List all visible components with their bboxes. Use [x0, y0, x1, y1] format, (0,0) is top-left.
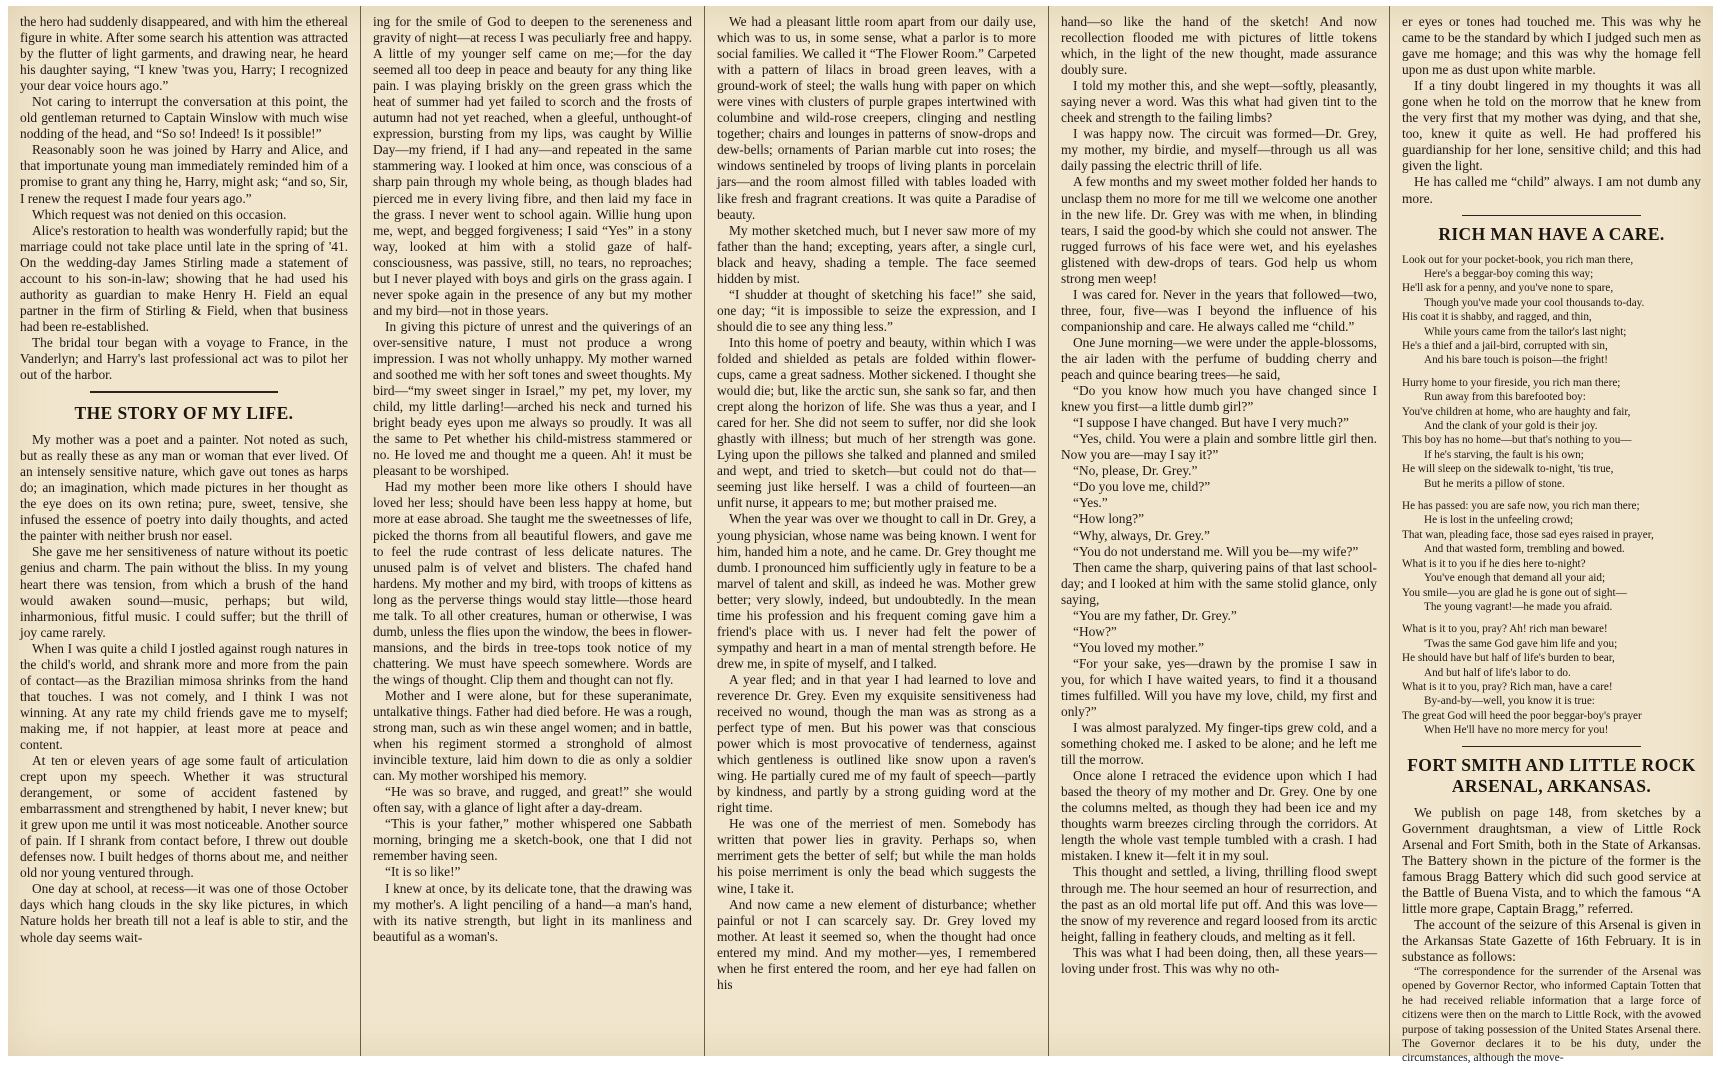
section-divider	[1462, 746, 1641, 747]
paragraph: He has called me “child” always. I am not dumb any more.	[1402, 174, 1701, 206]
poem-line: If he's starving, the fault is his own;	[1424, 448, 1584, 461]
paragraph: “He was so brave, and rugged, and great!” she would often say, with a glance of light after a day-dream.	[373, 784, 692, 816]
poem-line: He has passed: you are safe now, you rich man there;	[1402, 500, 1640, 513]
poem-line: You've children at home, who are haughty and fair,	[1402, 405, 1631, 418]
paragraph: In giving this picture of unrest and the quiverings of an over-sensitive nature, I must not produce a wrong impression. I was not wholly unhappy. My mother warned and soothed me with her soft tones and sweet thoughts. My bird—“my sweet singer in Israel,” my pet, my lover, my child, my little darling!—arched his neck and turned his bright beady eyes upon me always so proudly. It was all the same to Pet whether his child-mistress stammered or no. He loved me and thought me a queen. Ah! it must be pleasant to be worshiped.	[373, 318, 692, 479]
poem-stanza	[1402, 253, 1701, 368]
poem-line: He'll ask for a penny, and you've none to spare,	[1402, 282, 1614, 295]
paragraph: A year fled; and in that year I had learned to love and reverence Dr. Grey. Even my exquisite sensitiveness had received no wound, though the man was as strong as a perfect type of men. But his power was that conscious power which is most provocative of tenderness, against which gentleness is outlined like snow upon a raven's wing. He partially cured me of my fault of speech—partly by kindness, and partly by a strong guiding word at the right time.	[717, 671, 1036, 816]
paragraph: hand—so like the hand of the sketch! And now recollection flooded me with pictures of little tokens which, in the light of the new thought, made assurance doubly sure.	[1061, 14, 1377, 78]
paragraph: Not caring to interrupt the conversation at this point, the old gentleman returned to Captain Winslow with much wise nodding of the head, and “So so! Indeed! Is it possible!”	[20, 94, 348, 142]
paragraph: I knew at once, by its delicate tone, that the drawing was my mother's. A light penciling of a hand—a man's hand, with its native strength, but light in its manliness and beautiful as a woman's.	[373, 880, 692, 944]
paragraph: I told my mother this, and she wept—softly, pleasantly, saying never a word. Was this what had given tint to the cheek and strength to the failing limbs?	[1061, 78, 1377, 126]
paragraph: This was what I had been doing, then, all these years—loving under frost. This was why no oth-	[1061, 944, 1377, 976]
poem-line: He will sleep on the sidewalk to-night, 'tis true,	[1402, 463, 1614, 476]
poem-title: RICH MAN HAVE A CARE.	[1438, 223, 1665, 244]
paragraph: One June morning—we were under the apple-blossoms, the air laden with the perfume of budding cherry and peach and quince bearing trees—he said,	[1061, 334, 1377, 383]
paragraph: He was one of the merriest of men. Somebody has written that power lies in gravity. Perhaps so, when merriment gets the better of self; but while the man holds his poise merriment is only the bead which suggests the wine, I take it.	[717, 816, 1036, 896]
poem-line: His coat it is shabby, and ragged, and thin,	[1402, 311, 1592, 324]
poem-line: 'Twas the same God gave him life and you;	[1424, 637, 1618, 650]
paragraph: “I shudder at thought of sketching his face!” she said, one day; “it is impossible to seize the expression, and I should die to see any thing less.”	[717, 286, 1036, 334]
paragraph: “Do you know how much you have changed since I knew you first—a little dumb girl?”	[1061, 383, 1377, 415]
poem-line: What is it to you, pray? Ah! rich man beware!	[1402, 623, 1608, 636]
poem-line: While yours came from the tailor's last night;	[1424, 325, 1627, 338]
paragraph: “Why, always, Dr. Grey.”	[1073, 527, 1210, 543]
column-5	[1389, 6, 1713, 1065]
paragraph: “Yes.”	[1073, 495, 1108, 511]
paragraph: “No, please, Dr. Grey.”	[1073, 463, 1198, 479]
paragraph: “You do not understand me. Will you be—my wife?”	[1073, 543, 1359, 559]
poem-line: And the clank of your gold is their joy.	[1424, 420, 1598, 433]
paragraph: Into this home of poetry and beauty, within which I was folded and shielded as petals are folded within flower-cups, came a great sadness. Mother sickened. I thought she would die; but, like the arctic sun, she sank so far, and then crept along the horizon of life. She was thus a year, and I cared for her. She did not seem to suffer, nor did she look ghastly with illness; but much of her strength was gone. Lying upon the pillows she talked and planned and smiled and wept, and tried to sketch—but could not do that—seeming just like herself. I was a child of fourteen—an unfit nurse, it appears to me; but mother praised me.	[717, 334, 1036, 511]
paragraph: “For your sake, yes—drawn by the promise I saw in you, for which I have waited years, to find it a thousand times fulfilled. Will you have my love, child, my first and only?”	[1061, 655, 1377, 720]
paragraph: “This is your father,” mother whispered one Sabbath morning, bringing me a sketch-book, one that I did not remember having seen.	[373, 816, 692, 864]
paragraph: “You loved my mother.”	[1073, 639, 1205, 655]
poem-line: He should have but half of life's burden to bear,	[1402, 652, 1615, 665]
poem-line: That wan, pleading face, those sad eyes raised in prayer,	[1402, 528, 1654, 541]
paragraph: Then came the sharp, quivering pains of that last school-day; and I looked at him with the same stolid glance, only saying,	[1061, 559, 1377, 607]
paragraph: The account of the seizure of this Arsenal is given in the Arkansas State Gazette of 16th February. It is in substance as follows:	[1402, 916, 1701, 964]
column-1	[8, 6, 360, 1056]
paragraph: When I was quite a child I jostled against rough natures in the child's world, and shrank more and more from the pain of contact—as the Brazilian mimosa shrinks from the hand that touches. I was not comely, and I think I was not winning. At any rate my child friends gave me to myself; making me, if not happier, at least more at peace and content.	[20, 640, 348, 752]
paragraph: “Do you love me, child?”	[1073, 479, 1211, 495]
paragraph: My mother sketched much, but I never saw more of my father than the hand; excepting, years after, a single curl, black and heavy, shading a temple. The face seemed hidden by mist.	[717, 222, 1036, 286]
newspaper-page	[8, 6, 1713, 1065]
poem-line: When He'll have no more mercy for you!	[1424, 724, 1609, 737]
paragraph: We publish on page 148, from sketches by a Government draughtsman, a view of Little Rock Arsenal and Fort Smith, both in the State of Arkansas. The Battery shown in the picture of the former is the famous Bragg Battery which did such good service at the Battle of Buena Vista, and to which the famous “A little more grape, Captain Bragg,” referred.	[1402, 804, 1701, 916]
poem-line: This boy has no home—but that's nothing to you—	[1402, 434, 1632, 447]
paragraph: I was cared for. Never in the years that followed—two, three, four, five—was I beyond the influence of his companionship and care. He always called me “child.”	[1061, 286, 1377, 334]
paragraph: My mother was a poet and a painter. Not noted as such, but as really these as any man or woman that ever lived. Of an intensely sensitive nature, which gave out tones as harps do; an imagination, which made pictures in her thought as the eye does on its own retina; pure, sweet, tensive, she infused the essence of poetry into daily thoughts, and acted the painter with neither brush nor easel.	[20, 432, 348, 544]
poem-line: And that wasted form, trembling and bowed.	[1424, 543, 1625, 556]
section-heading: THE STORY OF MY LIFE.	[74, 403, 294, 424]
poem-line: But he merits a pillow of stone.	[1424, 477, 1565, 490]
paragraph: the hero had suddenly disappeared, and with him the ethereal figure in white. After some search his attention was attracted by the flutter of light garments, and drawing near, he heard his daughter saying, “I knew 'twas you, Harry; I recognized your dear voice hours ago.”	[20, 14, 348, 94]
paragraph: We had a pleasant little room apart from our daily use, which was to us, in some sense, what a parlor is to more social families. We called it “The Flower Room.” Carpeted with a pattern of lilacs in broad green leaves, with a ground-work of steel; the walls hung with paper on which were vines with clusters of purple grapes intertwined with columbine and wild-rose creepers, clinging and nestling together; chairs and lounges in patterns of snow-drops and dew-bells; ornaments of Parian marble cut into roses; the windows sentineled by troops of living plants in porcelain jars—and the room almost filled with tables loaded with like fresh and fragrant creations. It was quite a Paradise of beauty.	[717, 14, 1036, 222]
paragraph: ing for the smile of God to deepen to the sereneness and gravity of night—at recess I was peculiarly free and happy. A little of my younger self came on me;—for the day seemed all too deep in peace and beauty for any thing like pain. I was playing briskly on the green grass which the heat of summer had yet failed to scorch and the frosts of autumn had not yet reached, when a gleeful, unthought-of expression, bursting from my lips, was caught by Willie Day—my friend, if I had any—and repeated in the same stammering way. I looked at him once, was conscious of a sharp pain through my whole being, as though blades had pierced me in every living fibre, and then laid my face in the grass. I never went to school again. Willie hung upon me, wept, and begged forgiveness; I said “Yes” in a stony way, looked at him with a stolid gaze of half-consciousness, was passive, still, no tears, no reproaches; but I never played with boys and girls on the grass again. I never spoke again in the presence of any but my mother and my bird—not in those years.	[373, 14, 692, 318]
poem-line: You smile—you are glad he is gone out of sight—	[1402, 586, 1627, 599]
paragraph: A few months and my sweet mother folded her hands to unclasp them no more for me till we welcome one another in the new life. Dr. Grey was with me when, in blinding tears, I said the good-by which she could not answer. The rugged furrows of his face were wet, and his eyelashes glistened with dew-drops of tears. God help us whom strong men weep!	[1061, 174, 1377, 286]
poem-line: And but half of life's labor to do.	[1424, 666, 1571, 679]
paragraph: At ten or eleven years of age some fault of articulation crept upon my speech. Whether it was structural derangement, or some of accident fastened by embarrassment and strengthened by habit, I never knew; but it grew upon me until it was most noticeable. Another source of pain. If I shrank from contact before, I threw out double defenses now. I built hedges of thorns about me, and neither old nor young ventured through.	[20, 753, 348, 881]
paragraph: Reasonably soon he was joined by Harry and Alice, and that importunate young man immediately reminded him of a promise to grant any thing he, Harry, might ask; “and so, Sir, I renew the request I made four years ago.”	[20, 142, 348, 206]
story-continuation	[20, 14, 348, 383]
poem-stanza	[1402, 499, 1701, 614]
paragraph: “How?”	[1073, 623, 1117, 639]
paragraph: The bridal tour began with a voyage to France, in the Vanderlyn; and Harry's last professional act was to pilot her out of the harbor.	[20, 334, 348, 383]
paragraph: She gave me her sensitiveness of nature without its poetic genius and charm. The pain without the bliss. In my young heart there was tension, from which a brush of the hand would awaken sound—music, perhaps; but wild, inharmonious, fitful music. I could suffer; but the thrill of joy came rarely.	[20, 544, 348, 640]
poem-line: What is it to you if he dies here to-night?	[1402, 557, 1586, 570]
poem-line: Look out for your pocket-book, you rich man there,	[1402, 253, 1634, 266]
poem-line: He is lost in the unfeeling crowd;	[1424, 514, 1574, 527]
paragraph: If a tiny doubt lingered in my thoughts it was all gone when he told on the morrow that he knew from the very first that my mother was dying, and that she, too, knew it quite as well. He had proffered his guardianship for her lone, sensitive child; and this had given the light.	[1402, 78, 1701, 174]
paragraph: I was happy now. The circuit was formed—Dr. Grey, my mother, my birdie, and myself—through us all was daily passing the electric thrill of life.	[1061, 126, 1377, 174]
paragraph: Alice's restoration to health was wonderfully rapid; but the marriage could not take place until late in the spring of '41. On the wedding-day James Stirling made a statement of account to his son-in-law; showing that he had used his authority as guardian to make Henry H. Field an equal partner in the firm of Stirling & Field, when that business had been re-established.	[20, 222, 348, 334]
poem	[1402, 253, 1701, 738]
poem-line: And his bare touch is poison—the fright!	[1424, 354, 1608, 367]
column-3	[704, 6, 1048, 1056]
paragraph: This thought and settled, a living, thrilling flood swept through me. The hour seemed an hour of resurrection, and the past as an old mortal life put off. And this was love—the snow of my reverence and regard loosed from its arctic height, falling in feathery clouds, and melting as it fell.	[1061, 864, 1377, 944]
poem-line: The great God will heed the poor beggar-boy's prayer	[1402, 709, 1642, 722]
paragraph: “I suppose I have changed. But have I very much?”	[1073, 415, 1349, 431]
quoted-paragraph: “The correspondence for the surrender of the Arsenal was opened by Governor Rector, who informed Captain Totten that he had received reliable information that a large force of citizens were then on the march to Little Rock, with the avowed purpose of taking possession of the United States Arsenal there. The Governor declares it to be his duty, under the circumstances, although the move-	[1402, 965, 1701, 1065]
article-title: FORT SMITH AND LITTLE ROCK ARSENAL, ARKANSAS.	[1407, 754, 1696, 796]
paragraph: “You are my father, Dr. Grey.”	[1073, 607, 1237, 623]
paragraph: Mother and I were alone, but for these superanimate, untalkative things. Father had died before. He was a rough, strong man, such as win these angel women; and in battle, when his regiment stormed a stronghold of almost invincible texture, laid him down to die as only a soldier can. My mother worshiped his memory.	[373, 687, 692, 784]
paragraph: And now came a new element of disturbance; whether painful or not I can scarcely say. Dr. Grey loved my mother. At least it seemed so, when the thought had once entered my mind. And my mother—yes, I remembered when he first entered the room, and her eye had fallen on his	[717, 896, 1036, 992]
poem-line: The young vagrant!—he made you afraid.	[1424, 600, 1613, 613]
paragraph: Had my mother been more like others I should have loved her less; should have been less happy at home, but more at ease abroad. She taught me the sweetnesses of life, picked the thorns from all beautiful flowers, and gave me to feel the rude contrast of less delicate natures. The unused palm is of velvet and blisters. The chafed hand hardens. My mother and my bird, with troops of kittens as long as the perverse things would stay little—those heard me talk. To all other creatures, human or otherwise, I was dumb, unless the flies upon the window, the bees in flower-mansions, and the birds in tree-tops took notice of my chattering. We must have speech somewhere. Words are the wings of thought. Clip them and thought can not fly.	[373, 479, 692, 687]
paragraph: I was almost paralyzed. My finger-tips grew cold, and a something choked me. I asked to be alone; and he left me till the morrow.	[1061, 720, 1377, 768]
poem-line: By-and-by—well, you know it is true:	[1424, 695, 1595, 708]
column-2	[360, 6, 704, 1056]
poem-stanza	[1402, 622, 1701, 737]
paragraph: Once alone I retraced the evidence upon which I had based the theory of my mother and Dr. Grey. One by one the columns melted, as though they had been ice and my thoughts warm breezes circling through the corridors. At length the whole vast temple tumbled with a crash. I had mistaken. I knew it—felt it in my soul.	[1061, 768, 1377, 864]
story-body	[20, 432, 348, 946]
paragraph: er eyes or tones had touched me. This was why he came to be the standard by which I judged such men as gave me homage; and this was why the homage fell upon me as dust upon white marble.	[1402, 14, 1701, 78]
poem-line: Run away from this barefooted boy:	[1424, 391, 1586, 404]
section-divider	[1462, 215, 1641, 216]
paragraph: “How long?”	[1073, 511, 1145, 527]
paragraph: Which request was not denied on this occasion.	[32, 206, 287, 222]
paragraph: “Yes, child. You were a plain and sombre little girl then. Now you are—may I say it?”	[1061, 431, 1377, 463]
poem-line: Hurry home to your fireside, you rich man there;	[1402, 376, 1621, 389]
poem-line: Here's a beggar-boy coming this way;	[1424, 267, 1594, 280]
section-divider	[90, 391, 278, 393]
column-4	[1048, 6, 1389, 1056]
poem-line: He's a thief and a jail-bird, corrupted with sin,	[1402, 340, 1608, 352]
paragraph: When the year was over we thought to call in Dr. Grey, a young physician, whose name was being known. I went for him, handed him a note, and he came. Dr. Grey thought me dumb. I pronounced him sufficiently ugly in feature to be a marvel of talent and skill, as indeed he was. Mother grew better; very slowly, indeed, but undoubtedly. In the mean time his profession and his frequent coming gave him a friend's place with us. I never had felt the power of sympathy and heart in a man of mental strength before. He drew me, in spite of myself, and I talked.	[717, 511, 1036, 671]
paragraph: “It is so like!”	[385, 864, 461, 880]
poem-line: Though you've made your cool thousands to-day.	[1424, 296, 1645, 309]
poem-line: You've enough that demand all your aid;	[1424, 572, 1606, 585]
poem-stanza	[1402, 376, 1701, 491]
paragraph: One day at school, at recess—it was one of those October days which hang clouds in the sky like pictures, in which Nature holds her breath till not a leaf is able to stir, and the whole day seems wait-	[20, 881, 348, 945]
poem-line: What is it to you, pray? Rich man, have a care!	[1402, 680, 1613, 693]
